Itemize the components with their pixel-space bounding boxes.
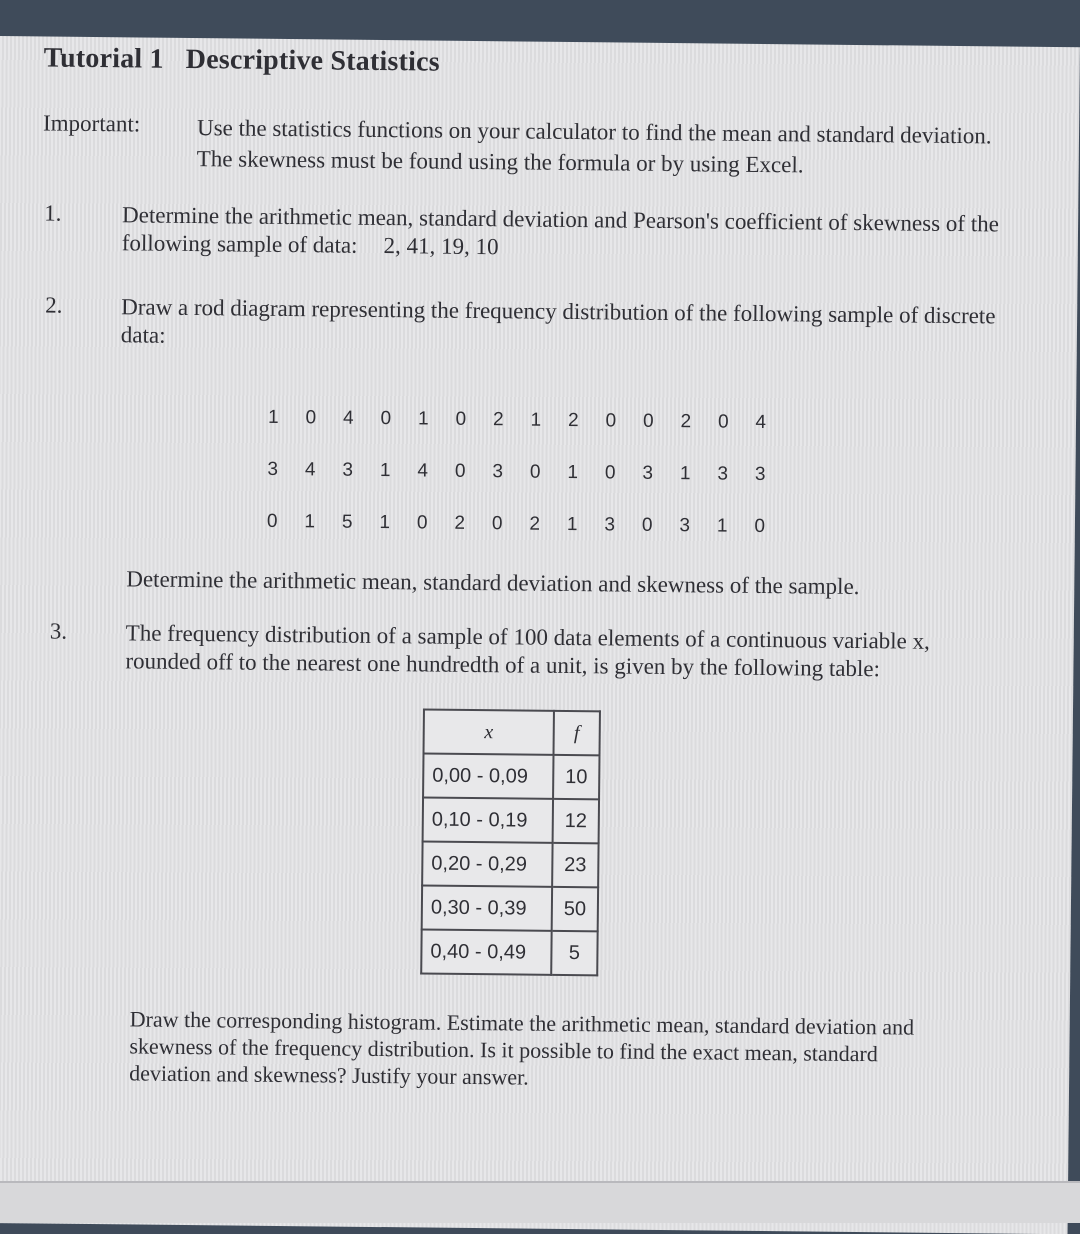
data-value: 4 — [417, 460, 429, 482]
tutorial-name: Descriptive Statistics — [185, 43, 440, 78]
data-row — [267, 511, 792, 538]
data-value: 5 — [341, 511, 353, 533]
data-value: 3 — [342, 459, 354, 481]
data-value: 0 — [529, 461, 541, 483]
question-2-followup: Determine the arithmetic mean, standard deviation and skewness of the sample. — [126, 566, 860, 600]
table-row — [423, 797, 599, 843]
question-2-number: 2. — [45, 292, 63, 318]
frequency-value: 23 — [552, 843, 598, 887]
data-value: 0 — [605, 410, 617, 432]
question-1-text — [122, 201, 1003, 266]
table-row — [423, 753, 599, 799]
data-value: 1 — [566, 513, 578, 536]
data-value: 0 — [455, 408, 467, 430]
frequency-value: 5 — [551, 931, 597, 975]
data-value: 1 — [267, 406, 279, 428]
data-value: 3 — [604, 514, 616, 536]
data-value: 1 — [379, 512, 391, 534]
data-value: 0 — [266, 510, 278, 532]
table-row — [421, 929, 597, 975]
question-1-prompt: Determine the arithmetic mean, standard deviation and Pearson's coefficient of skewness of the following sample of data: — [121, 202, 1000, 258]
question-3-number: 3. — [49, 618, 68, 644]
document-page — [0, 36, 1080, 1234]
class-interval: 0,40 - 0,49 — [421, 929, 551, 974]
question-2-text: Draw a rod diagram representing the frequency distribution of the following sample of discrete data: — [120, 294, 996, 348]
data-value: 0 — [642, 410, 654, 432]
class-interval: 0,10 - 0,19 — [423, 797, 553, 842]
table-row — [422, 885, 598, 931]
data-value: 1 — [417, 408, 429, 430]
data-value: 3 — [267, 458, 279, 480]
data-value: 3 — [642, 462, 654, 484]
class-interval: 0,00 - 0,09 — [423, 753, 553, 798]
frequency-value: 50 — [552, 887, 598, 931]
data-value: 2 — [454, 512, 466, 534]
question-3-text: The frequency distribution of a sample of 100 data elements of a continuous variable x, rounded off to the nearest one hundredth of a unit, is given by the following table: — [125, 620, 930, 682]
column-header-x: x — [424, 709, 554, 754]
data-value: 1 — [530, 409, 542, 431]
data-value: 4 — [755, 411, 767, 434]
column-header-f: f — [554, 711, 600, 755]
data-value: 0 — [604, 462, 616, 484]
data-value: 3 — [717, 463, 729, 485]
data-value: 3 — [679, 515, 691, 537]
data-value: 0 — [380, 408, 392, 430]
data-value: 2 — [680, 411, 692, 433]
data-row — [268, 407, 793, 434]
table-row — [422, 841, 598, 887]
data-value: 2 — [529, 513, 541, 535]
important-label: Important: — [42, 110, 141, 137]
question-1-number: 1. — [44, 200, 62, 226]
data-value: 1 — [379, 460, 391, 482]
class-interval: 0,20 - 0,29 — [422, 841, 552, 886]
class-interval: 0,30 - 0,39 — [422, 885, 552, 930]
screen-bottom-bar — [0, 1181, 1080, 1223]
frequency-value: 10 — [553, 755, 599, 799]
data-value: 1 — [716, 515, 728, 537]
data-value: 1 — [567, 461, 579, 484]
data-value: 1 — [679, 463, 691, 485]
data-value: 1 — [304, 511, 316, 533]
data-value: 0 — [754, 515, 766, 538]
data-value: 0 — [491, 513, 503, 535]
data-row — [267, 459, 792, 486]
question-3-followup: Draw the corresponding histogram. Estimate the arithmetic mean, standard deviation and skewness of the frequency distribution. Is it possible to find the exact mean, standard deviation and skewness? Justify your answer. — [129, 1006, 915, 1090]
table-header-row — [424, 709, 600, 755]
important-text: Use the statistics functions on your calculator to find the mean and standard deviation. The skewness must be found using the formula or by using Excel. — [196, 115, 992, 178]
data-value: 2 — [492, 409, 504, 431]
data-value: 0 — [641, 514, 653, 536]
data-value: 4 — [304, 459, 316, 481]
data-value: 0 — [416, 512, 428, 534]
data-value: 0 — [454, 460, 466, 482]
data-value: 3 — [492, 461, 504, 483]
data-value: 3 — [754, 463, 766, 486]
frequency-value: 12 — [553, 799, 599, 843]
data-value: 4 — [342, 407, 354, 429]
page-title — [44, 42, 440, 78]
frequency-table — [420, 708, 601, 976]
data-value: 0 — [305, 407, 317, 429]
tutorial-number: Tutorial 1 — [43, 42, 164, 75]
question-1-data: 2, 41, 19, 10 — [383, 233, 499, 260]
data-value: 0 — [717, 411, 729, 433]
data-value: 2 — [567, 409, 579, 432]
